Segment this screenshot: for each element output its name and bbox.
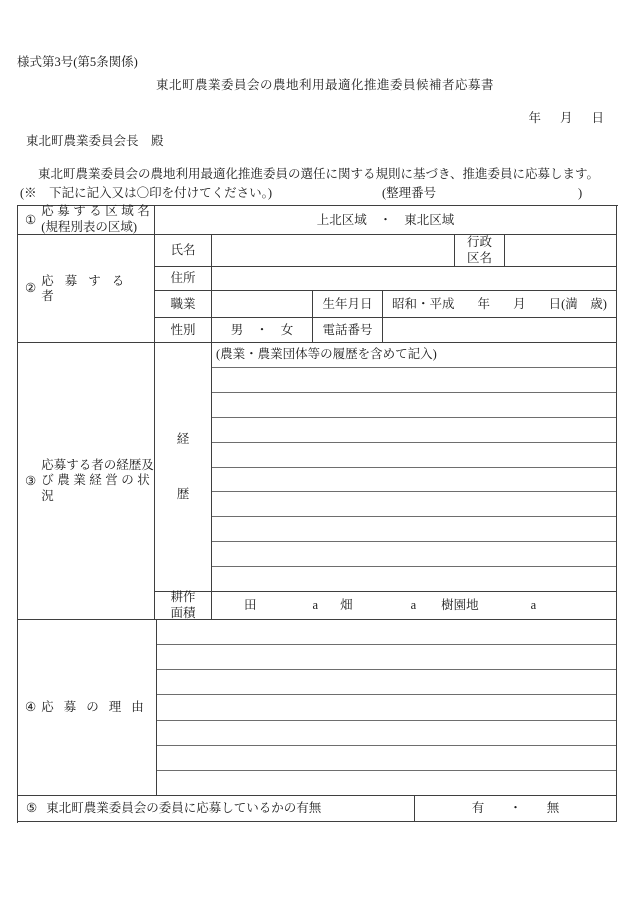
section5-number: ⑤ (26, 801, 38, 815)
section3-label-line2: び農業経営の状況 (41, 473, 154, 503)
career-label-cell (155, 343, 212, 592)
cultivated-area-input-cell (212, 592, 617, 620)
year-label: 年 (528, 111, 541, 125)
section3-number: ③ (25, 473, 37, 488)
reason-blank-row (157, 746, 616, 771)
career-blank-row (212, 542, 616, 567)
section1-label-line1: 応募する区域名 (41, 204, 154, 219)
paddy-label: 田 (244, 598, 257, 612)
section5-label-cell (18, 796, 415, 822)
career-char2: 歴 (176, 487, 190, 501)
form-number: 様式第3号(第5条関係) (17, 55, 138, 69)
reason-rows (157, 620, 617, 796)
career-blank-row (212, 443, 616, 468)
reason-blank-row (157, 620, 616, 645)
section4-label: 応募の理由 (41, 700, 154, 714)
career-blank-row (212, 368, 616, 393)
form-title: 東北町農業委員会の農地利用最適化推進委員候補者応募書 (155, 78, 494, 92)
career-blank-row (212, 468, 616, 493)
birth-month: 月 (513, 296, 526, 311)
phone-label-cell: 電話番号 (313, 318, 383, 343)
field-unit: a (410, 598, 417, 612)
section1-label-line2: (規程別表の区域) (41, 220, 138, 234)
section5-label: 東北町農業委員会の委員に応募しているかの有無 (46, 801, 322, 815)
district-options-cell: 上北区域 ・ 東北区域 (155, 206, 617, 235)
reason-blank-row (157, 645, 616, 670)
reason-blank-row (157, 771, 616, 796)
cultivated-area-label-cell (155, 589, 212, 620)
occupation-input-cell (212, 291, 313, 318)
phone-input-cell (383, 318, 617, 343)
address-input-cell (212, 267, 617, 291)
reference-number-label: (整理番号 (382, 186, 437, 200)
reason-blank-row (157, 721, 616, 746)
area-label-line1: 耕作 (170, 589, 196, 604)
gender-label-cell: 性別 (155, 318, 212, 343)
career-blank-row (212, 393, 616, 418)
paddy-unit: a (312, 598, 319, 612)
application-table (17, 205, 618, 823)
career-blank-row (212, 418, 616, 443)
reason-blank-row (157, 695, 616, 720)
orchard-label: 樹園地 (441, 598, 479, 612)
occupation-label-cell: 職業 (155, 291, 212, 318)
declaration-sentence: 東北町農業委員会の農地利用最適化推進委員の選任に関する規則に基づき、推進委員に応募します。 (38, 167, 600, 181)
area-label-line2: 面積 (170, 605, 196, 620)
section4-label-cell (18, 620, 157, 796)
orchard-unit: a (530, 598, 537, 612)
career-note-row: (農業・農業団体等の履歴を含めて記入) (212, 343, 616, 368)
gender-options-cell: 男 ・ 女 (212, 318, 313, 343)
section5-options-cell: 有 ・ 無 (415, 796, 617, 822)
name-label-cell: 氏名 (155, 235, 212, 267)
reference-number-close-paren: ) (578, 186, 583, 200)
section2-label-cell (18, 235, 155, 343)
section2-number: ② (25, 281, 37, 295)
section3-label-cell (18, 343, 155, 620)
fill-instruction-note: (※ 下記に記入又は〇印を付けてください。) (20, 186, 273, 200)
date-line (528, 111, 604, 126)
admin-district-label-cell (455, 235, 505, 267)
section3-label-line1: 応募する者の経歴及 (41, 457, 154, 472)
month-label: 月 (559, 111, 573, 125)
career-char1: 経 (176, 432, 190, 446)
admin-district-line1: 行政 (466, 234, 492, 249)
birthdate-input-cell (383, 291, 617, 318)
career-blank-row (212, 517, 616, 542)
reason-blank-row (157, 670, 616, 695)
admin-district-line2: 区名 (466, 250, 492, 265)
career-blank-row (212, 492, 616, 517)
day-label: 日 (591, 111, 604, 125)
admin-district-input-cell (505, 235, 617, 267)
career-rows (212, 343, 617, 592)
name-input-cell (212, 235, 455, 267)
birth-era: 昭和・平成 (392, 296, 455, 311)
birthdate-label-cell: 生年月日 (313, 291, 383, 318)
section1-label-cell (18, 206, 155, 235)
section1-number: ① (25, 212, 37, 227)
field-label: 畑 (340, 598, 353, 612)
address-label-cell: 住所 (155, 267, 212, 291)
section2-label: 応募する者 (41, 273, 136, 303)
birth-day: 日(満 歳) (548, 296, 607, 311)
section4-number: ④ (25, 700, 37, 714)
birth-year: 年 (477, 296, 491, 311)
addressee: 東北町農業委員会長 殿 (26, 134, 164, 148)
career-blank-row (212, 567, 616, 592)
